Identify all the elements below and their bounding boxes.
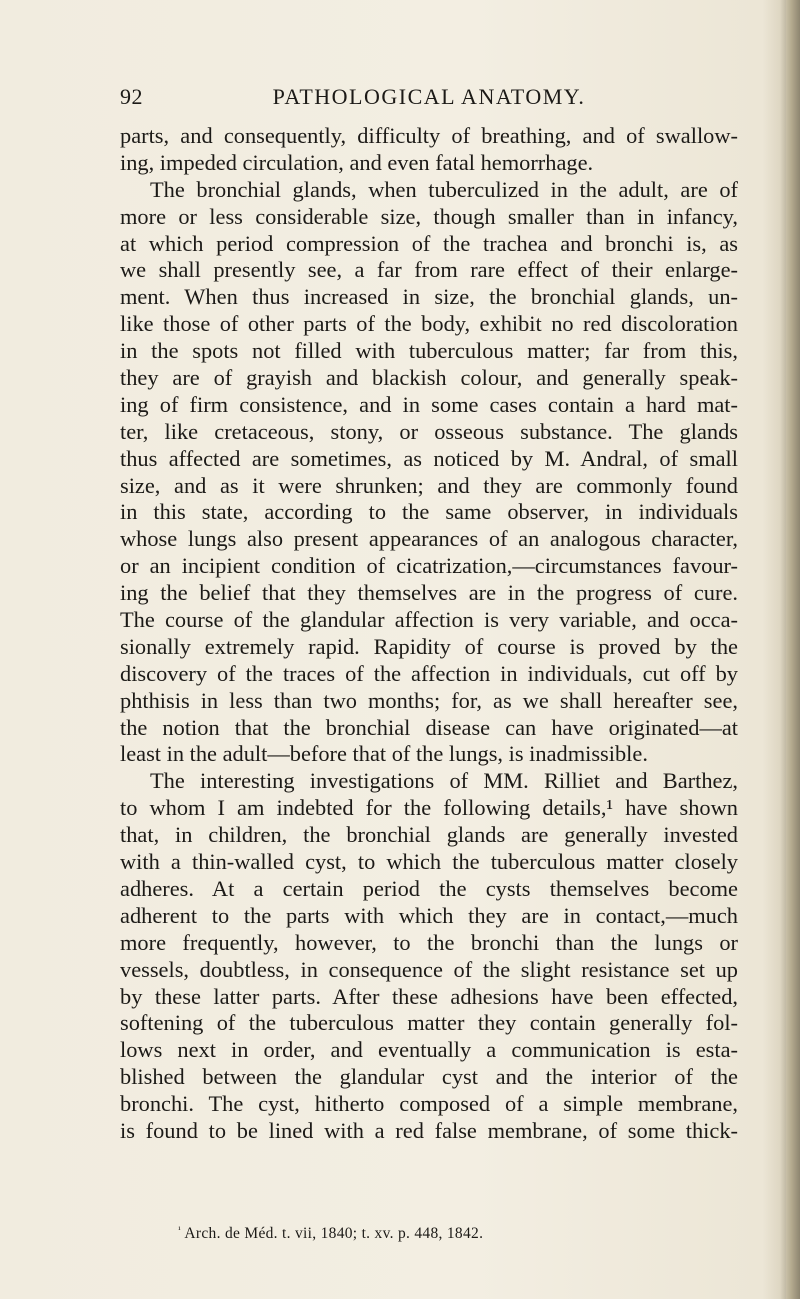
text-line: we shall presently see, a far from rare effect of their enlarge-	[120, 257, 738, 283]
text-line: ing of firm consistence, and in some cases contain a hard mat-	[120, 391, 738, 417]
text-line: thus affected are sometimes, as noticed by M. Andral, of small	[120, 445, 738, 471]
text-line: by these latter parts. After these adhesions have been effected,	[120, 983, 738, 1009]
page-edge	[786, 0, 800, 1299]
text-line: The course of the glandular affection is very variable, and occa-	[120, 607, 738, 633]
text-line: bronchi. The cyst, hitherto composed of a simple membrane,	[120, 1091, 738, 1117]
text-line: least in the adult—before that of the lungs, is inadmissible.	[120, 741, 648, 767]
text-line: or an incipient condition of cicatrization,—circumstances favour-	[120, 553, 738, 579]
text-line: ing the belief that they themselves are in the progress of cure.	[120, 580, 738, 606]
text-line: sionally extremely rapid. Rapidity of course is proved by the	[120, 633, 738, 659]
text-line: whose lungs also present appearances of an analogous character,	[120, 526, 738, 552]
text-line: at which period compression of the trachea and bronchi is, as	[120, 230, 738, 256]
text-line: adherent to the parts with which they are in contact,—much	[120, 902, 738, 928]
text-line: the notion that the bronchial disease can have originated—at	[120, 714, 738, 740]
body-text	[120, 123, 738, 1145]
text-line: The bronchial glands, when tuberculized in the adult, are of	[150, 176, 738, 202]
text-line: softening of the tuberculous matter they contain generally fol-	[120, 1010, 738, 1036]
text-line: like those of other parts of the body, exhibit no red discoloration	[120, 311, 738, 337]
text-line: in the spots not filled with tuberculous matter; far from this,	[120, 338, 738, 364]
text-line: size, and as it were shrunken; and they are commonly found	[120, 472, 738, 498]
text-line: lows next in order, and eventually a communication is esta-	[120, 1037, 738, 1063]
text-line: adheres. At a certain period the cysts themselves become	[120, 875, 738, 901]
text-line: blished between the glandular cyst and the interior of the	[120, 1064, 738, 1090]
text-line: ment. When thus increased in size, the bronchial glands, un-	[120, 284, 738, 310]
footnote-marker: ¹	[178, 1225, 182, 1236]
text-line: more frequently, however, to the bronchi than the lungs or	[120, 929, 738, 955]
text-line: phthisis in less than two months; for, as we shall hereafter see,	[120, 687, 738, 713]
text-line: in this state, according to the same observer, in individuals	[120, 499, 738, 525]
text-line: discovery of the traces of the affection in individuals, cut off by	[120, 660, 738, 686]
page-number: 92	[120, 84, 143, 109]
text-line: ing, impeded circulation, and even fatal hemorrhage.	[120, 149, 594, 175]
text-line: ter, like cretaceous, stony, or osseous substance. The glands	[120, 418, 738, 444]
text-line: they are of grayish and blackish colour, and generally speak-	[120, 365, 738, 391]
text-line: to whom I am indebted for the following details,¹ have shown	[120, 795, 738, 821]
text-line: more or less considerable size, though smaller than in infancy,	[120, 203, 738, 229]
text-line: parts, and consequently, difficulty of breathing, and of swallow-	[120, 123, 738, 148]
text-line: that, in children, the bronchial glands are generally invested	[120, 822, 738, 848]
text-line: vessels, doubtless, in consequence of the slight resistance set up	[120, 956, 738, 982]
text-line: is found to be lined with a red false membrane, of some thick-	[120, 1117, 738, 1143]
footnote	[178, 1225, 483, 1243]
text-line: The interesting investigations of MM. Rilliet and Barthez,	[150, 768, 738, 794]
running-title: PATHOLOGICAL ANATOMY.	[272, 84, 586, 109]
footnote-text: Arch. de Méd. t. vii, 1840; t. xv. p. 448, 1842.	[184, 1225, 484, 1242]
page-header	[120, 84, 738, 114]
text-line: with a thin-walled cyst, to which the tuberculous matter closely	[120, 849, 738, 875]
